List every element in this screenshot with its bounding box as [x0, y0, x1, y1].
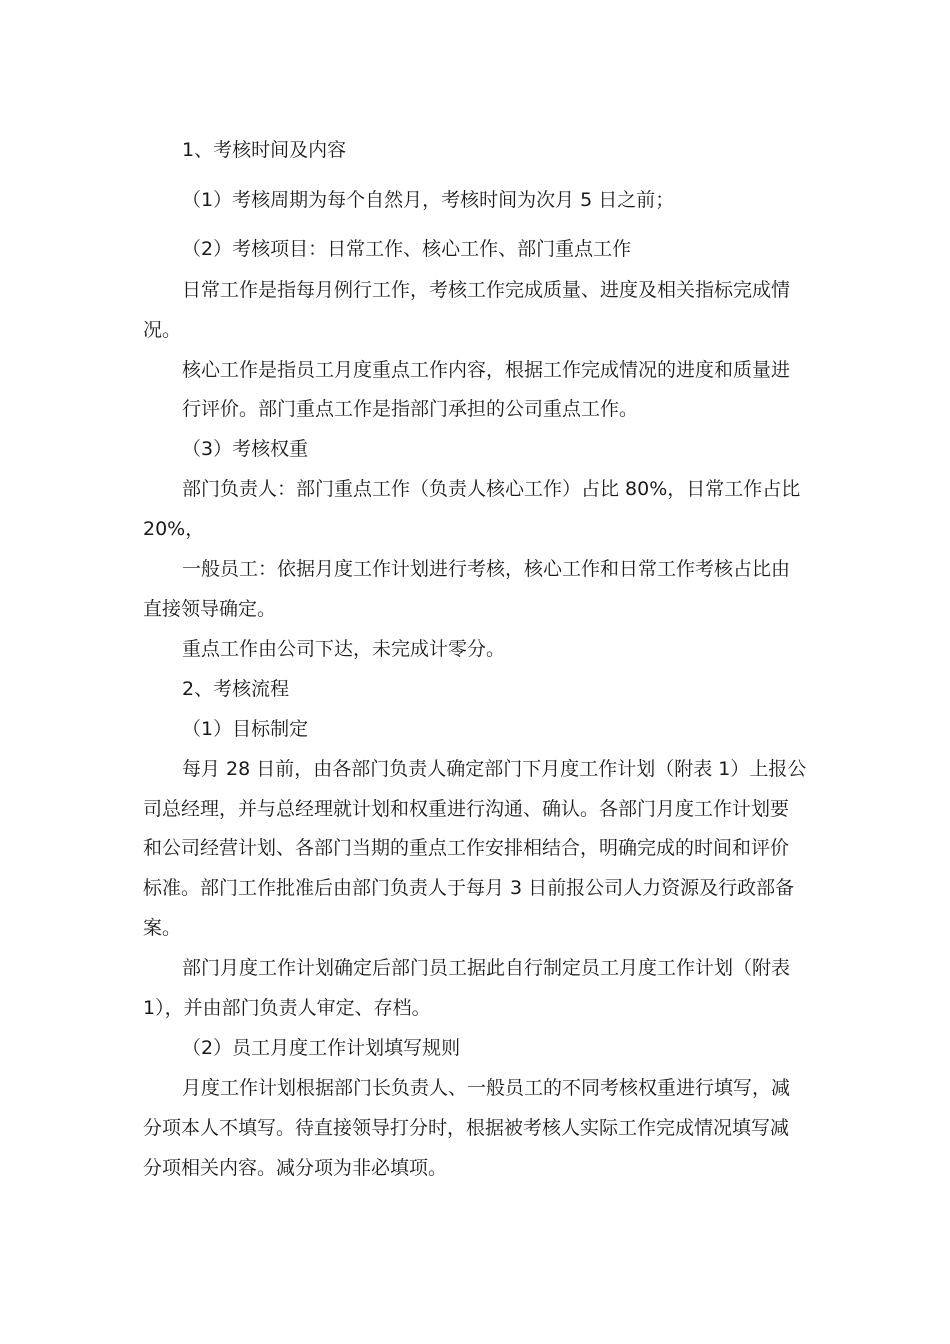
paragraph-line: 1），并由部门负责人审定、存档。 [143, 997, 431, 1019]
paragraph-line: 况。 [143, 319, 182, 341]
paragraph-line: 部门负责人：部门重点工作（负责人核心工作）占比 80%，日常工作占比 [182, 478, 801, 500]
paragraph-line: 案。 [143, 917, 182, 939]
paragraph-line: 分项相关内容。减分项为非必填项。 [143, 1157, 448, 1179]
paragraph-line: 一般员工：依据月度工作计划进行考核，核心工作和日常工作考核占比由 [182, 558, 791, 580]
paragraph-line: （3）考核权重 [182, 438, 309, 460]
section-heading-2: 2、考核流程 [182, 678, 290, 700]
paragraph-line: 行评价。部门重点工作是指部门承担的公司重点工作。 [182, 398, 639, 420]
section-heading-1: 1、考核时间及内容 [182, 139, 347, 161]
paragraph-line: 司总经理，并与总经理就计划和权重进行沟通、确认。各部门月度工作计划要 [143, 798, 790, 820]
paragraph-line: （1）考核周期为每个自然月，考核时间为次月 5 日之前； [182, 189, 675, 211]
paragraph-line: （2）员工月度工作计划填写规则 [182, 1037, 461, 1059]
paragraph-line: 20%， [143, 518, 205, 540]
paragraph-line: 分项本人不填写。待直接领导打分时，根据被考核人实际工作完成情况填写减 [143, 1117, 790, 1139]
paragraph-line: 核心工作是指员工月度重点工作内容，根据工作完成情况的进度和质量进 [182, 359, 791, 381]
paragraph-line: 重点工作由公司下达，未完成计零分。 [182, 638, 506, 660]
paragraph-line: 直接领导确定。 [143, 598, 277, 620]
paragraph-line: （2）考核项目：日常工作、核心工作、部门重点工作 [182, 238, 632, 260]
paragraph-line: 月度工作计划根据部门长负责人、一般员工的不同考核权重进行填写，减 [182, 1077, 791, 1099]
paragraph-line: 日常工作是指每月例行工作，考核工作完成质量、进度及相关指标完成情 [182, 279, 791, 301]
paragraph-line: 每月 28 日前，由各部门负责人确定部门下月度工作计划（附表 1）上报公 [182, 758, 807, 780]
paragraph-line: 和公司经营计划、各部门当期的重点工作安排相结合，明确完成的时间和评价 [143, 837, 790, 859]
paragraph-line: 标准。部门工作批准后由部门负责人于每月 3 日前报公司人力资源及行政部备 [143, 877, 795, 899]
paragraph-line: 部门月度工作计划确定后部门员工据此自行制定员工月度工作计划（附表 [182, 957, 791, 979]
paragraph-line: （1）目标制定 [182, 718, 309, 740]
